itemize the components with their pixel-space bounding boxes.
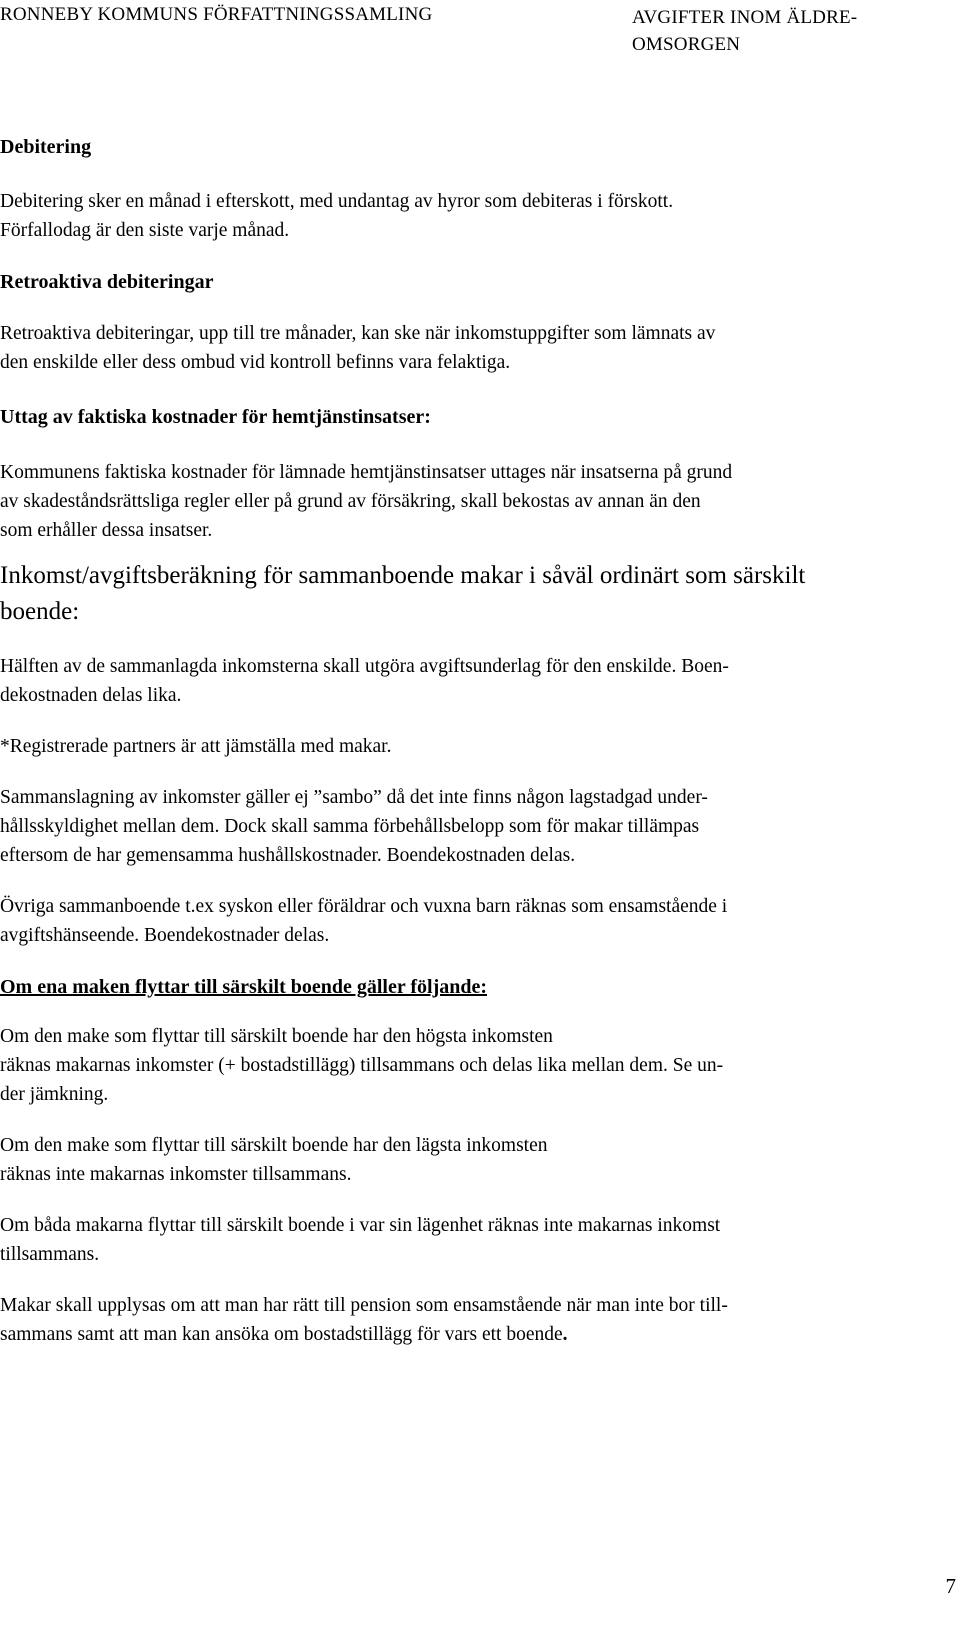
- text-line: som erhåller dessa insatser.: [0, 520, 213, 541]
- text-line: Kommunens faktiska kostnader för lämnade hemtjänstinsatser uttages när insatserna på grund: [0, 462, 733, 483]
- text-line: avgiftshänseende. Boendekostnader delas.: [0, 925, 330, 946]
- text-line: den enskilde eller dess ombud vid kontroll befinns vara felaktiga.: [0, 352, 511, 373]
- heading-inkomst: [0, 558, 955, 630]
- text-line: Makar skall upplysas om att man har rätt till pension som ensamstående när man inte bor till-: [0, 1295, 728, 1316]
- text-line: tillsammans.: [0, 1244, 100, 1265]
- text-line: Om den make som flyttar till särskilt boende har den lägsta inkomsten: [0, 1135, 548, 1156]
- heading-line: Inkomst/avgiftsberäkning för sammanboende makar i såväl ordinärt som särskilt: [0, 562, 806, 589]
- header-title-line: OMSORGEN: [632, 34, 741, 55]
- heading-line: boende:: [0, 598, 80, 625]
- text-line: [0, 1320, 955, 1349]
- text-line: Om den make som flyttar till särskilt boende har den högsta inkomsten: [0, 1026, 553, 1047]
- heading-debitering: Debitering: [0, 136, 92, 158]
- page-number: 7: [945, 1574, 956, 1598]
- paragraph-inkomst-4: [0, 892, 955, 950]
- text-line: Hälften av de sammanlagda inkomsterna skall utgöra avgiftsunderlag för den enskilde. Boen-: [0, 656, 729, 677]
- text-line: av skadeståndsrättsliga regler eller på grund av försäkring, skall bekostas av annan än den: [0, 491, 701, 512]
- text-line: dekostnaden delas lika.: [0, 685, 182, 706]
- text-line: Sammanslagning av inkomster gäller ej ”sambo” då det inte finns någon lagstadgad under-: [0, 787, 708, 808]
- text-line: räknas makarnas inkomster (+ bostadstillägg) tillsammans och delas lika mellan dem. Se un-: [0, 1055, 724, 1076]
- paragraph-flyttar-4: [0, 1291, 955, 1349]
- paragraph-flyttar-1: [0, 1022, 955, 1109]
- header-title-line: AVGIFTER INOM ÄLDRE-: [632, 7, 858, 28]
- paragraph-inkomst-3: [0, 783, 955, 870]
- heading-uttag: Uttag av faktiska kostnader för hemtjänstinsatser:: [0, 406, 431, 428]
- heading-flyttar: Om ena maken flyttar till särskilt boende gäller följande:: [0, 976, 488, 998]
- text-line: Förfallodag är den siste varje månad.: [0, 220, 290, 241]
- text-segment-bold: .: [562, 1324, 568, 1345]
- header-collection-title: RONNEBY KOMMUNS FÖRFATTNINGSSAMLING: [0, 4, 433, 25]
- document-body: [0, 133, 955, 1349]
- paragraph-uttag: [0, 458, 955, 545]
- text-line: eftersom de har gemensamma hushållskostnader. Boendekostnaden delas.: [0, 845, 576, 866]
- paragraph-flyttar-2: [0, 1131, 955, 1189]
- paragraph-retroaktiva: [0, 319, 955, 377]
- header-document-title: [632, 4, 932, 58]
- text-line: der jämkning.: [0, 1084, 109, 1105]
- text-line: *Registrerade partners är att jämställa med makar.: [0, 736, 392, 757]
- text-line: hållsskyldighet mellan dem. Dock skall samma förbehållsbelopp som för makar tillämpas: [0, 816, 700, 837]
- text-line: Om båda makarna flyttar till särskilt boende i var sin lägenhet räknas inte makarnas inkomst: [0, 1215, 721, 1236]
- paragraph-debitering: [0, 187, 955, 245]
- heading-retroaktiva: Retroaktiva debiteringar: [0, 271, 214, 293]
- paragraph-flyttar-3: [0, 1211, 955, 1269]
- text-line: räknas inte makarnas inkomster tillsammans.: [0, 1164, 352, 1185]
- paragraph-inkomst-2: [0, 732, 955, 761]
- text-segment: sammans samt att man kan ansöka om bostadstillägg för vars ett boende: [0, 1324, 563, 1345]
- text-line: Övriga sammanboende t.ex syskon eller föräldrar och vuxna barn räknas som ensamstående i: [0, 896, 728, 917]
- text-line: Debitering sker en månad i efterskott, med undantag av hyror som debiteras i förskott.: [0, 191, 674, 212]
- paragraph-inkomst-1: [0, 652, 955, 710]
- text-line: Retroaktiva debiteringar, upp till tre månader, kan ske när inkomstuppgifter som lämnats av: [0, 323, 716, 344]
